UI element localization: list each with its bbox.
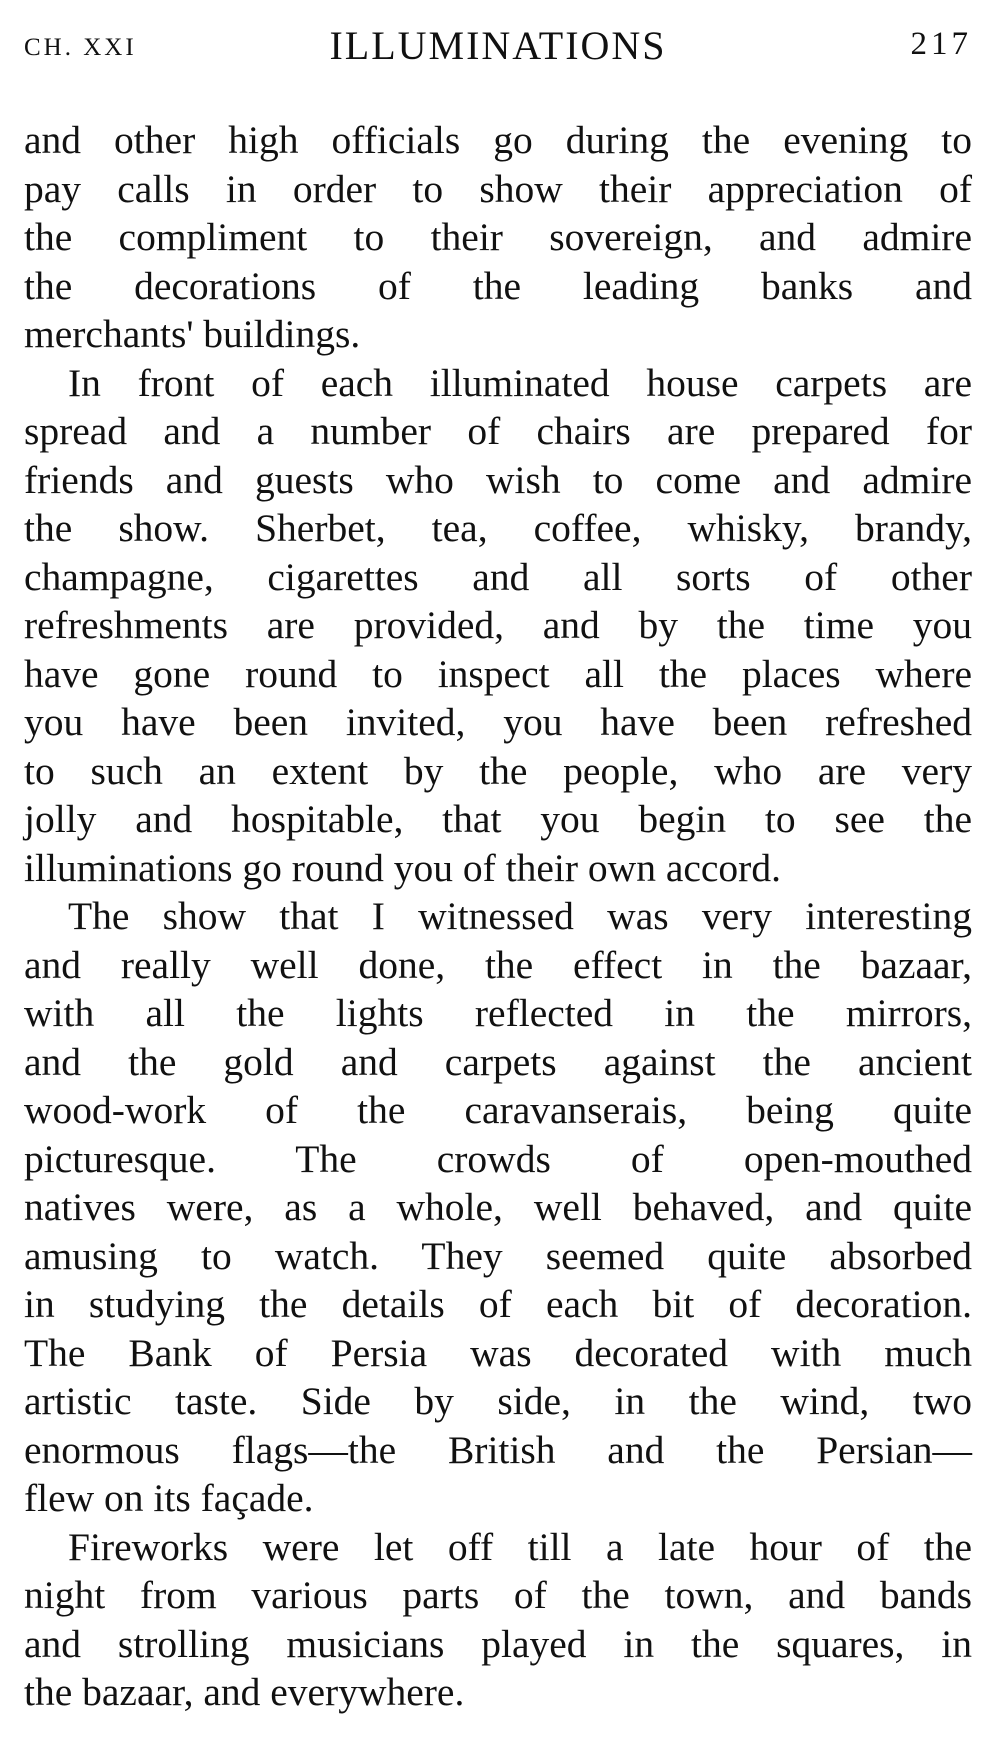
- text-line: friends and guests who wish to come and admire: [24, 457, 972, 502]
- text-line: refreshments are provided, and by the time you: [24, 603, 972, 647]
- text-line: Fireworks were let off till a late hour of the: [68, 1524, 972, 1569]
- text-line: amusing to watch. They seemed quite absorbed: [24, 1233, 972, 1278]
- text-line: The show that I witnessed was very interesting: [68, 894, 972, 938]
- chapter-label: CH. XXI: [24, 34, 137, 61]
- text-line: with all the lights reflected in the mirrors,: [24, 991, 972, 1035]
- text-line: illuminations go round you of their own accord.: [24, 845, 781, 890]
- text-line: champagne, cigarettes and all sorts of other: [24, 554, 972, 599]
- text-line: In front of each illuminated house carpets are: [68, 360, 972, 405]
- text-line: you have been invited, you have been refreshed: [24, 700, 972, 744]
- page-number: 217: [910, 26, 972, 62]
- text-line: and other high officials go during the evening to: [24, 118, 972, 162]
- text-line: and the gold and carpets against the ancient: [24, 1039, 972, 1084]
- text-line: and strolling musicians played in the squares, in: [24, 1621, 972, 1666]
- text-line: artistic taste. Side by side, in the wind, two: [24, 1379, 972, 1423]
- running-header: [24, 22, 972, 78]
- text-line: the show. Sherbet, tea, coffee, whisky, brandy,: [24, 506, 972, 550]
- text-line: natives were, as a whole, well behaved, and quite: [24, 1185, 972, 1229]
- text-line: merchants' buildings.: [24, 312, 361, 356]
- text-line: the compliment to their sovereign, and admire: [24, 215, 972, 259]
- paragraph: [24, 1523, 972, 1717]
- text-line: to such an extent by the people, who are very: [24, 748, 972, 793]
- page-title: ILLUMINATIONS: [329, 23, 667, 68]
- text-line: spread and a number of chairs are prepared for: [24, 409, 972, 453]
- paragraph: [24, 359, 972, 893]
- text-line: have gone round to inspect all the places where: [24, 651, 972, 696]
- body-text: [24, 116, 972, 1717]
- text-line: in studying the details of each bit of decoration.: [24, 1282, 972, 1326]
- text-line: picturesque. The crowds of open-mouthed: [24, 1136, 972, 1181]
- text-line: wood-work of the caravanserais, being quite: [24, 1088, 972, 1132]
- text-line: the decorations of the leading banks and: [24, 263, 972, 308]
- text-line: pay calls in order to show their appreciation of: [24, 166, 972, 211]
- text-line: enormous flags—the British and the Persian—: [24, 1427, 972, 1472]
- text-line: flew on its façade.: [24, 1476, 314, 1520]
- text-line: the bazaar, and everywhere.: [24, 1670, 465, 1714]
- paragraph: [24, 892, 972, 1523]
- paragraph: [24, 116, 972, 359]
- text-line: The Bank of Persia was decorated with much: [24, 1330, 972, 1375]
- text-line: jolly and hospitable, that you begin to see the: [24, 797, 972, 841]
- text-line: night from various parts of the town, and bands: [24, 1573, 972, 1617]
- text-line: and really well done, the effect in the bazaar,: [24, 942, 972, 987]
